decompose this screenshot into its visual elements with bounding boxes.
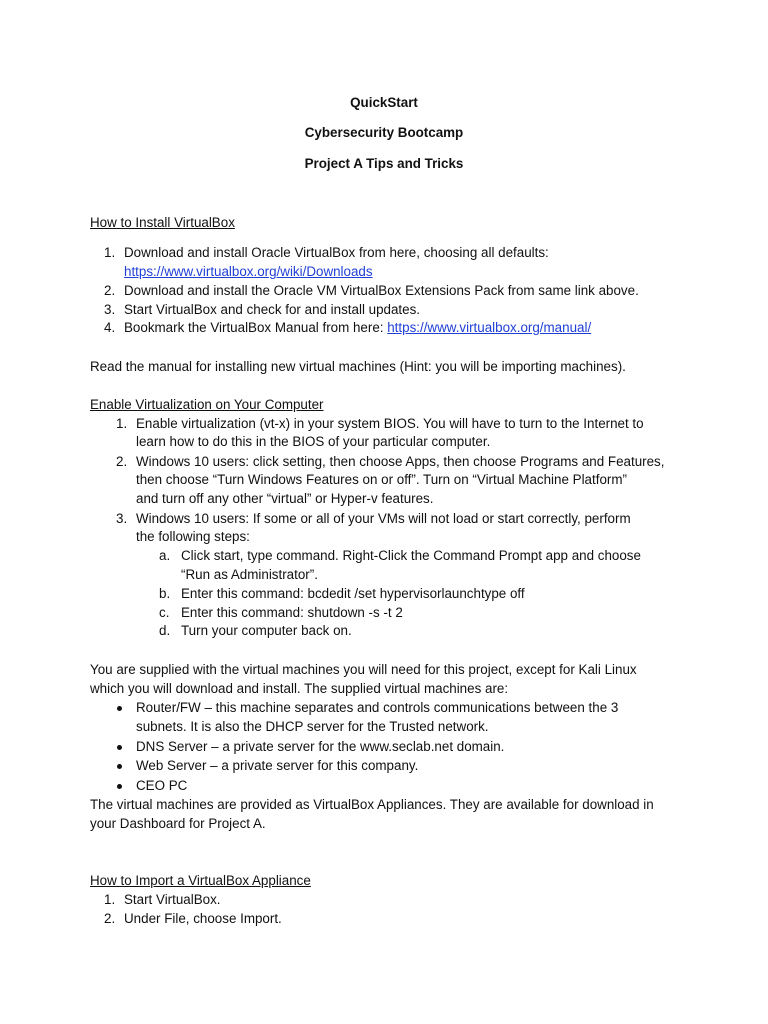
list-letter: d.	[159, 623, 171, 638]
import-heading: How to Import a VirtualBox Appliance	[90, 873, 311, 888]
import-step-2: Under File, choose Import.	[124, 911, 282, 926]
bullet-icon	[117, 784, 122, 789]
bullet-icon	[117, 764, 122, 769]
list-number: 2.	[104, 911, 116, 926]
supplied-intro-line-2: which you will download and install. The supplied virtual machines are:	[90, 681, 509, 696]
install-step-4	[124, 319, 591, 337]
vm-router-line-1: Router/FW – this machine separates and controls communications between the 3	[136, 700, 619, 715]
vm-router-line-2: subnets. It is also the DHCP server for the Trusted network.	[136, 719, 489, 734]
vm-web-server: Web Server – a private server for this company.	[136, 758, 419, 773]
install-step-4-text: Bookmark the VirtualBox Manual from here:	[124, 320, 388, 335]
manual-note: Read the manual for installing new virtual machines (Hint: you will be importing machines).	[90, 359, 626, 374]
virt-sub-b: Enter this command: bcdedit /set hypervisorlaunchtype off	[181, 586, 525, 601]
doc-title-bootcamp: Cybersecurity Bootcamp	[304, 125, 464, 140]
vm-dns-server: DNS Server – a private server for the www.seclab.net domain.	[136, 739, 505, 754]
list-letter: c.	[159, 605, 170, 620]
virt-step-1-line-1: Enable virtualization (vt-x) in your system BIOS. You will have to turn to the Internet to	[136, 416, 644, 431]
virt-step-2-line-2: then choose “Turn Windows Features on or off”. Turn on “Virtual Machine Platform”	[136, 472, 627, 487]
install-step-1-link-line	[124, 263, 373, 281]
virtualbox-manual-link[interactable]: https://www.virtualbox.org/manual/	[387, 320, 592, 335]
virt-sub-a-line-1: Click start, type command. Right-Click the Command Prompt app and choose	[181, 548, 641, 563]
import-step-1: Start VirtualBox.	[124, 892, 221, 907]
virt-sub-d: Turn your computer back on.	[181, 623, 352, 638]
list-letter: a.	[159, 548, 171, 563]
list-number: 3.	[116, 511, 128, 526]
virt-step-2-line-1: Windows 10 users: click setting, then choose Apps, then choose Programs and Features,	[136, 454, 665, 469]
bullet-icon	[117, 706, 122, 711]
vm-ceo-pc: CEO PC	[136, 778, 188, 793]
doc-title-quickstart: QuickStart	[350, 95, 418, 110]
virt-step-1-line-2: learn how to do this in the BIOS of your particular computer.	[136, 434, 491, 449]
doc-title-project: Project A Tips and Tricks	[304, 156, 464, 171]
supplied-outro-line-2: your Dashboard for Project A.	[90, 816, 266, 831]
virt-step-3-line-2: the following steps:	[136, 529, 250, 544]
virt-step-2-line-3: and turn off any other “virtual” or Hyper-v features.	[136, 491, 434, 506]
list-number: 4.	[104, 320, 116, 335]
install-step-1: Download and install Oracle VirtualBox from here, choosing all defaults:	[124, 245, 549, 260]
list-number: 2.	[104, 283, 116, 298]
list-number: 3.	[104, 302, 116, 317]
bullet-icon	[117, 745, 122, 750]
virtualization-heading: Enable Virtualization on Your Computer	[90, 397, 324, 412]
install-step-2: Download and install the Oracle VM VirtualBox Extensions Pack from same link above.	[124, 283, 639, 298]
list-number: 1.	[116, 416, 128, 431]
list-number: 1.	[104, 892, 116, 907]
virt-step-3-line-1: Windows 10 users: If some or all of your VMs will not load or start correctly, perform	[136, 511, 631, 526]
supplied-intro-line-1: You are supplied with the virtual machines you will need for this project, except for Kali Linux	[90, 662, 637, 677]
install-heading: How to Install VirtualBox	[90, 215, 235, 230]
list-number: 1.	[104, 245, 116, 260]
list-number: 2.	[116, 454, 128, 469]
list-letter: b.	[159, 586, 171, 601]
install-step-3: Start VirtualBox and check for and install updates.	[124, 302, 421, 317]
supplied-outro-line-1: The virtual machines are provided as VirtualBox Appliances. They are available for download in	[90, 797, 654, 812]
virt-sub-a-line-2: “Run as Administrator”.	[181, 567, 318, 582]
virtualbox-downloads-link[interactable]: https://www.virtualbox.org/wiki/Downloads	[124, 264, 373, 279]
virt-sub-c: Enter this command: shutdown -s -t 2	[181, 605, 403, 620]
